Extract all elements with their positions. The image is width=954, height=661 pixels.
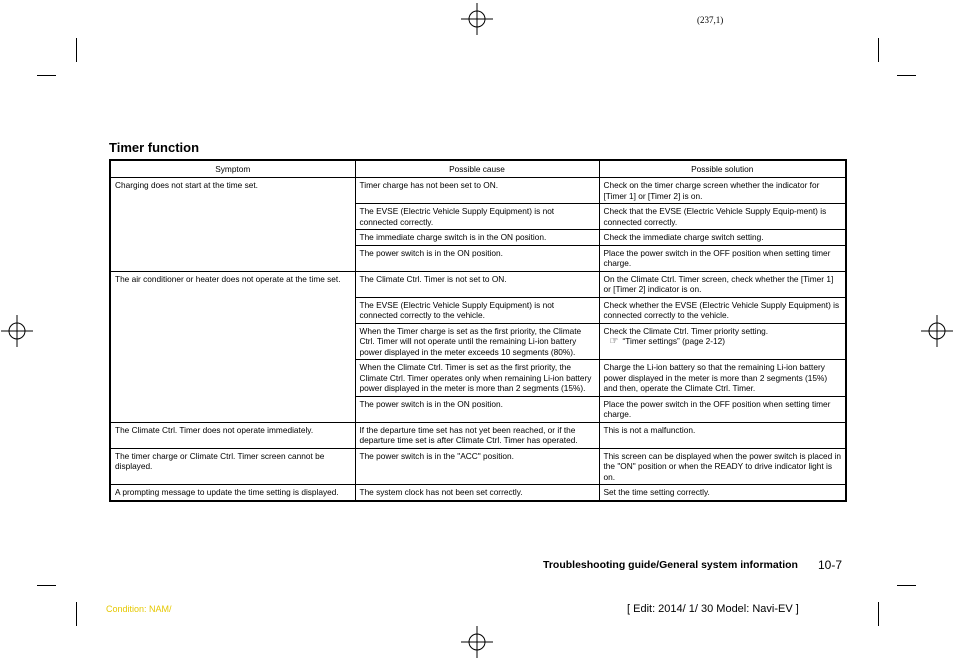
footer-section-title: Troubleshooting guide/General system information <box>543 559 798 571</box>
solution-cell: Check that the EVSE (Electric Vehicle Supply Equip-ment) is connected correctly. <box>599 204 846 230</box>
cause-cell: The system clock has not been set correctly. <box>355 485 599 501</box>
cause-cell: Timer charge has not been set to ON. <box>355 178 599 204</box>
table-row <box>110 422 846 448</box>
cause-cell: The Climate Ctrl. Timer is not set to ON. <box>355 271 599 297</box>
page-cross-reference[interactable] <box>604 336 842 348</box>
table-row <box>110 271 846 297</box>
crop-mark <box>76 38 77 62</box>
symptom-cell: The air conditioner or heater does not operate at the time set. <box>110 271 355 422</box>
crop-mark <box>897 75 916 76</box>
troubleshooting-table <box>109 159 847 502</box>
page-number: 10-7 <box>818 558 843 572</box>
symptom-cell: Charging does not start at the time set. <box>110 178 355 272</box>
table-header-row <box>110 160 846 178</box>
solution-cell: Check the immediate charge switch setting. <box>599 230 846 246</box>
cause-cell: The immediate charge switch is in the ON position. <box>355 230 599 246</box>
solution-cell: Set the time setting correctly. <box>599 485 846 501</box>
edit-info: [ Edit: 2014/ 1/ 30 Model: Navi-EV ] <box>627 603 799 615</box>
page-reference: (237,1) <box>697 15 724 25</box>
solution-text: Check the Climate Ctrl. Timer priority setting. <box>603 325 769 336</box>
cause-cell: When the Timer charge is set as the first priority, the Climate Ctrl. Timer will not operate until the remaining Li-ion battery power displayed in the meter exceeds 10 segments (80%). <box>355 323 599 360</box>
crop-mark <box>897 585 916 586</box>
column-header-cause: Possible cause <box>355 160 599 178</box>
solution-cell: Place the power switch in the OFF position when setting timer charge. <box>599 396 846 422</box>
registration-mark-icon <box>461 3 493 35</box>
section-title: Timer function <box>109 140 200 155</box>
table-row <box>110 178 846 204</box>
registration-mark-icon <box>921 315 953 347</box>
symptom-cell: The timer charge or Climate Ctrl. Timer screen cannot be displayed. <box>110 448 355 485</box>
cause-cell: The power switch is in the "ACC" position. <box>355 448 599 485</box>
crop-mark <box>76 602 77 626</box>
symptom-cell: A prompting message to update the time setting is displayed. <box>110 485 355 501</box>
solution-cell: Check whether the EVSE (Electric Vehicle Supply Equipment) is connected correctly to the vehicle. <box>599 297 846 323</box>
solution-cell: This is not a malfunction. <box>599 422 846 448</box>
symptom-cell: The Climate Ctrl. Timer does not operate immediately. <box>110 422 355 448</box>
table-row <box>110 485 846 501</box>
cause-cell: The power switch is in the ON position. <box>355 245 599 271</box>
reference-link-text: “Timer settings” (page 2-12) <box>622 336 725 346</box>
crop-mark <box>37 585 56 586</box>
solution-cell <box>599 323 846 360</box>
condition-label: Condition: NAM/ <box>106 604 172 614</box>
column-header-symptom: Symptom <box>110 160 355 178</box>
crop-mark <box>878 602 879 626</box>
cause-cell: If the departure time set has not yet been reached, or if the departure time set is after Climate Ctrl. Timer has operated. <box>355 422 599 448</box>
registration-mark-icon <box>461 626 493 658</box>
crop-mark <box>37 75 56 76</box>
solution-cell: Check on the timer charge screen whether the indicator for [Timer 1] or [Timer 2] is on. <box>599 178 846 204</box>
solution-cell: On the Climate Ctrl. Timer screen, check whether the [Timer 1] or [Timer 2] indicator is on. <box>599 271 846 297</box>
reference-hand-icon: ☞ <box>609 336 619 347</box>
crop-mark <box>878 38 879 62</box>
cause-cell: The EVSE (Electric Vehicle Supply Equipment) is not connected correctly. <box>355 204 599 230</box>
cause-cell: When the Climate Ctrl. Timer is set as the first priority, the Climate Ctrl. Timer operates only when remaining Li-ion battery power displayed in the meter is more than 2 segments (15%). <box>355 360 599 397</box>
cause-cell: The power switch is in the ON position. <box>355 396 599 422</box>
registration-mark-icon <box>1 315 33 347</box>
solution-cell: Charge the Li-ion battery so that the remaining Li-ion battery power displayed in the meter is more than 2 segments (15%) and then, operate the Climate Ctrl. Timer. <box>599 360 846 397</box>
solution-cell: Place the power switch in the OFF position when setting timer charge. <box>599 245 846 271</box>
column-header-solution: Possible solution <box>599 160 846 178</box>
solution-cell: This screen can be displayed when the power switch is placed in the "ON" position or when the READY to drive indicator light is on. <box>599 448 846 485</box>
cause-cell: The EVSE (Electric Vehicle Supply Equipment) is not connected correctly to the vehicle. <box>355 297 599 323</box>
table-row <box>110 448 846 485</box>
